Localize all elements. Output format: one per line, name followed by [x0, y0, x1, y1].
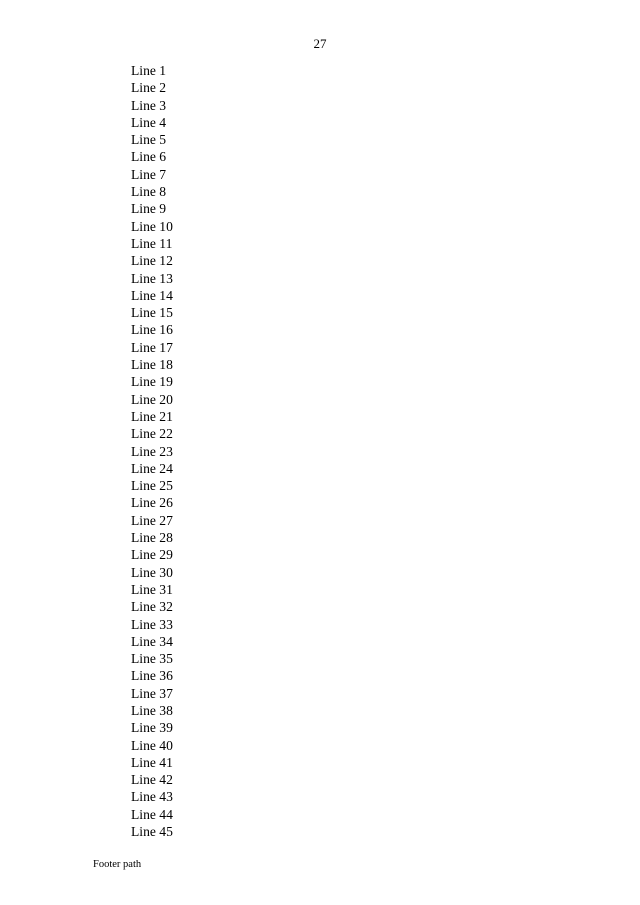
text-line: Line 41	[131, 754, 173, 770]
text-line: Line 43	[131, 789, 173, 805]
text-line: Line 28	[131, 530, 173, 546]
text-line: Line 1	[131, 63, 167, 78]
text-line: Line 2	[131, 80, 167, 96]
text-line: Line 18	[131, 357, 173, 373]
text-line: Line 29	[131, 547, 173, 563]
text-line: Line 27	[131, 512, 173, 528]
text-line: Line 44	[131, 806, 173, 822]
text-line: Line 32	[131, 599, 173, 615]
text-line: Line 9	[131, 201, 167, 217]
text-line: Line 31	[131, 581, 173, 597]
text-line: Line 30	[131, 564, 173, 580]
text-line: Line 6	[131, 149, 167, 165]
text-line: Line 16	[131, 322, 173, 338]
text-line: Line 21	[131, 408, 173, 424]
text-line: Line 26	[131, 495, 173, 511]
text-line: Line 38	[131, 702, 173, 718]
footer-file-path: Footer path	[93, 859, 142, 870]
text-line: Line 23	[131, 443, 173, 459]
text-line: Line 7	[131, 166, 167, 182]
text-line: Line 40	[131, 737, 173, 753]
text-line: Line 5	[131, 132, 167, 148]
document-body	[131, 62, 591, 840]
text-line: Line 37	[131, 685, 173, 701]
text-line: Line 36	[131, 668, 173, 684]
text-line: Line 24	[131, 460, 173, 476]
text-line: Line 45	[131, 824, 173, 840]
text-line: Line 3	[131, 97, 167, 113]
text-line: Line 22	[131, 426, 173, 442]
page-number: 27	[313, 36, 327, 51]
text-line: Line 19	[131, 374, 173, 390]
text-line: Line 8	[131, 184, 167, 200]
text-line: Line 13	[131, 270, 173, 286]
text-line: Line 25	[131, 478, 173, 494]
text-line: Line 35	[131, 651, 173, 667]
text-line: Line 11	[131, 235, 173, 251]
text-line: Line 15	[131, 305, 173, 321]
text-line: Line 4	[131, 114, 167, 130]
text-line: Line 42	[131, 772, 173, 788]
text-line: Line 14	[131, 287, 173, 303]
text-line: Line 12	[131, 253, 173, 269]
text-line: Line 17	[131, 339, 173, 355]
text-line: Line 34	[131, 633, 173, 649]
text-line: Line 33	[131, 616, 173, 632]
text-line: Line 20	[131, 391, 173, 407]
text-line: Line 10	[131, 218, 173, 234]
text-line: Line 39	[131, 720, 173, 736]
